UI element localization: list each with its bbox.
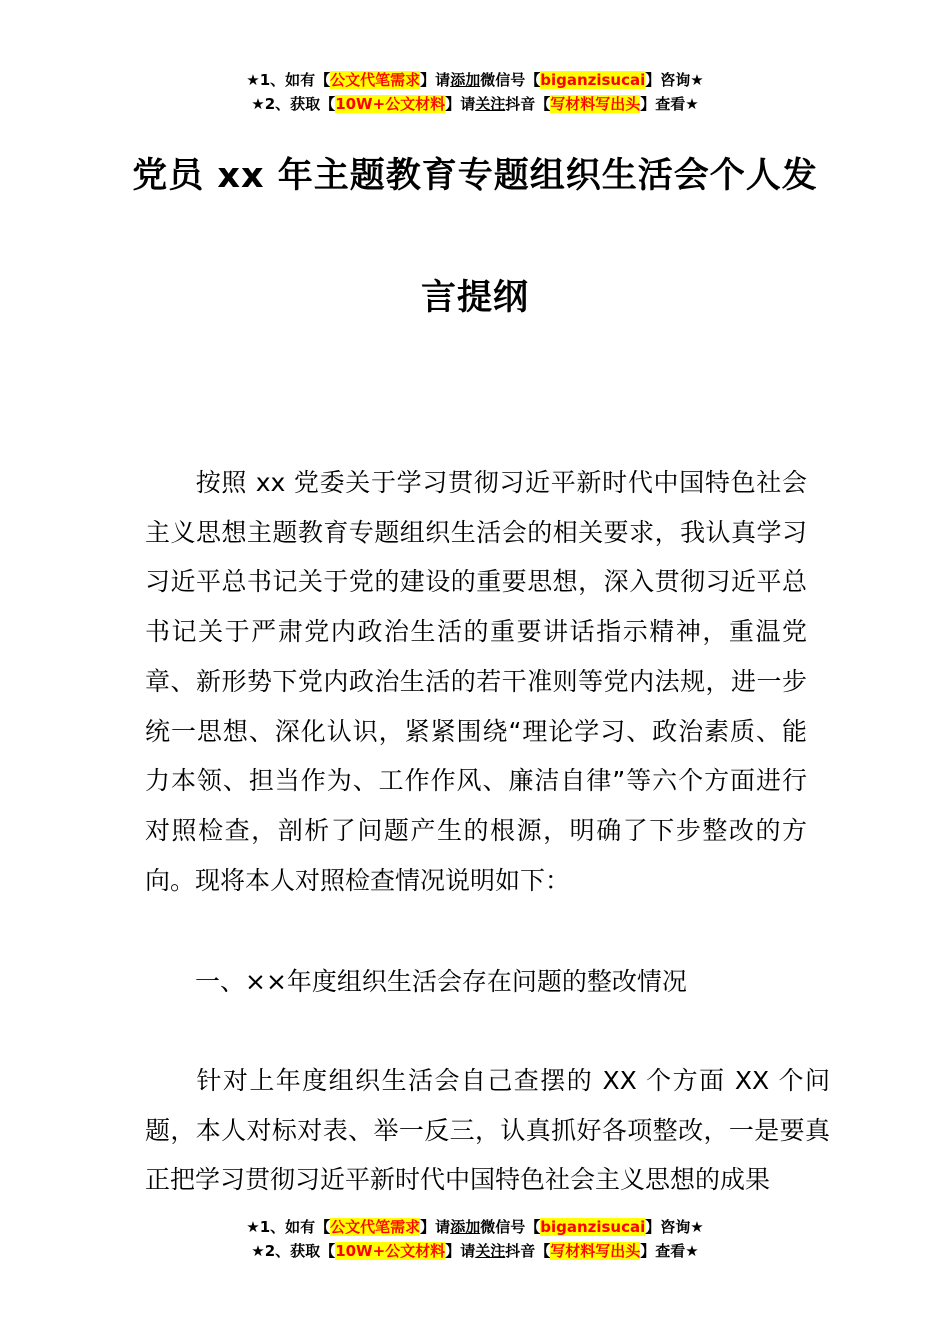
top-promo-banner <box>0 68 950 116</box>
promo-underline: 关注 <box>475 1242 506 1260</box>
promo-text: 】查看★ <box>640 1242 699 1260</box>
promo-highlight: biganzisucai <box>540 71 646 89</box>
promo-highlight: 10W+公文材料 <box>335 1242 446 1260</box>
promo-text: ★1、如有【 <box>246 1218 331 1236</box>
promo-text: 】咨询★ <box>645 71 704 89</box>
promo-text: 抖音【 <box>505 1242 551 1260</box>
promo-line-2 <box>0 1239 950 1263</box>
paragraph-text: 按照 xx 党委关于学习贯彻习近平新时代中国特色社会主义思想主题教育专题组织生活会的相关要求，我认真学习习近平总书记关于党的建设的重要思想，深入贯彻习近平总书记关于严肃党内政治生活的重要讲话指示精神，重温党章、新形势下党内政治生活的若干准则等党内法规，进一步统一思想、深化认识，紧紧围绕“理论学习、政治素质、能力本领、担当作为、工作作风、廉洁自律”等六个方面进行对照检查，剖析了问题产生的根源，明确了下步整改的方向。现将本人对照检查情况说明如下： <box>145 468 807 895</box>
section-heading-1: 一、××年度组织生活会存在问题的整改情况 <box>195 967 687 996</box>
promo-text: ★2、获取【 <box>251 1242 336 1260</box>
promo-line-2 <box>0 92 950 116</box>
promo-highlight: biganzisucai <box>540 1218 646 1236</box>
promo-highlight: 公文代笔需求 <box>330 1218 421 1236</box>
promo-underline: 添加 <box>450 71 481 89</box>
promo-line-1 <box>0 1215 950 1239</box>
bottom-promo-banner <box>0 1215 950 1263</box>
promo-text: 】请 <box>420 71 451 89</box>
promo-text: ★1、如有【 <box>246 71 331 89</box>
promo-line-1 <box>0 68 950 92</box>
promo-text: 】咨询★ <box>645 1218 704 1236</box>
promo-highlight: 公文代笔需求 <box>330 71 421 89</box>
promo-text: 】请 <box>445 1242 476 1260</box>
body-paragraph-2 <box>145 1056 830 1205</box>
promo-text: 抖音【 <box>505 95 551 113</box>
promo-highlight: 10W+公文材料 <box>335 95 446 113</box>
promo-text: ★2、获取【 <box>251 95 336 113</box>
paragraph-text: 针对上年度组织生活会自己查摆的 XX 个方面 XX 个问题，本人对标对表、举一反三，认真抓好各项整改，一是要真正把学习贯彻习近平新时代中国特色社会主义思想的成果 <box>145 1066 830 1195</box>
promo-text: 】请 <box>420 1218 451 1236</box>
body-paragraph-1 <box>145 458 807 905</box>
document-title-line-2: 言提纲 <box>420 278 529 318</box>
document-title-line-1: 党员 xx 年主题教育专题组织生活会个人发 <box>132 156 818 196</box>
promo-highlight: 写材料写出头 <box>550 1242 641 1260</box>
promo-underline: 添加 <box>450 1218 481 1236</box>
promo-text: 微信号【 <box>480 1218 541 1236</box>
promo-underline: 关注 <box>475 95 506 113</box>
promo-highlight: 写材料写出头 <box>550 95 641 113</box>
promo-text: 】请 <box>445 95 476 113</box>
promo-text: 微信号【 <box>480 71 541 89</box>
promo-text: 】查看★ <box>640 95 699 113</box>
